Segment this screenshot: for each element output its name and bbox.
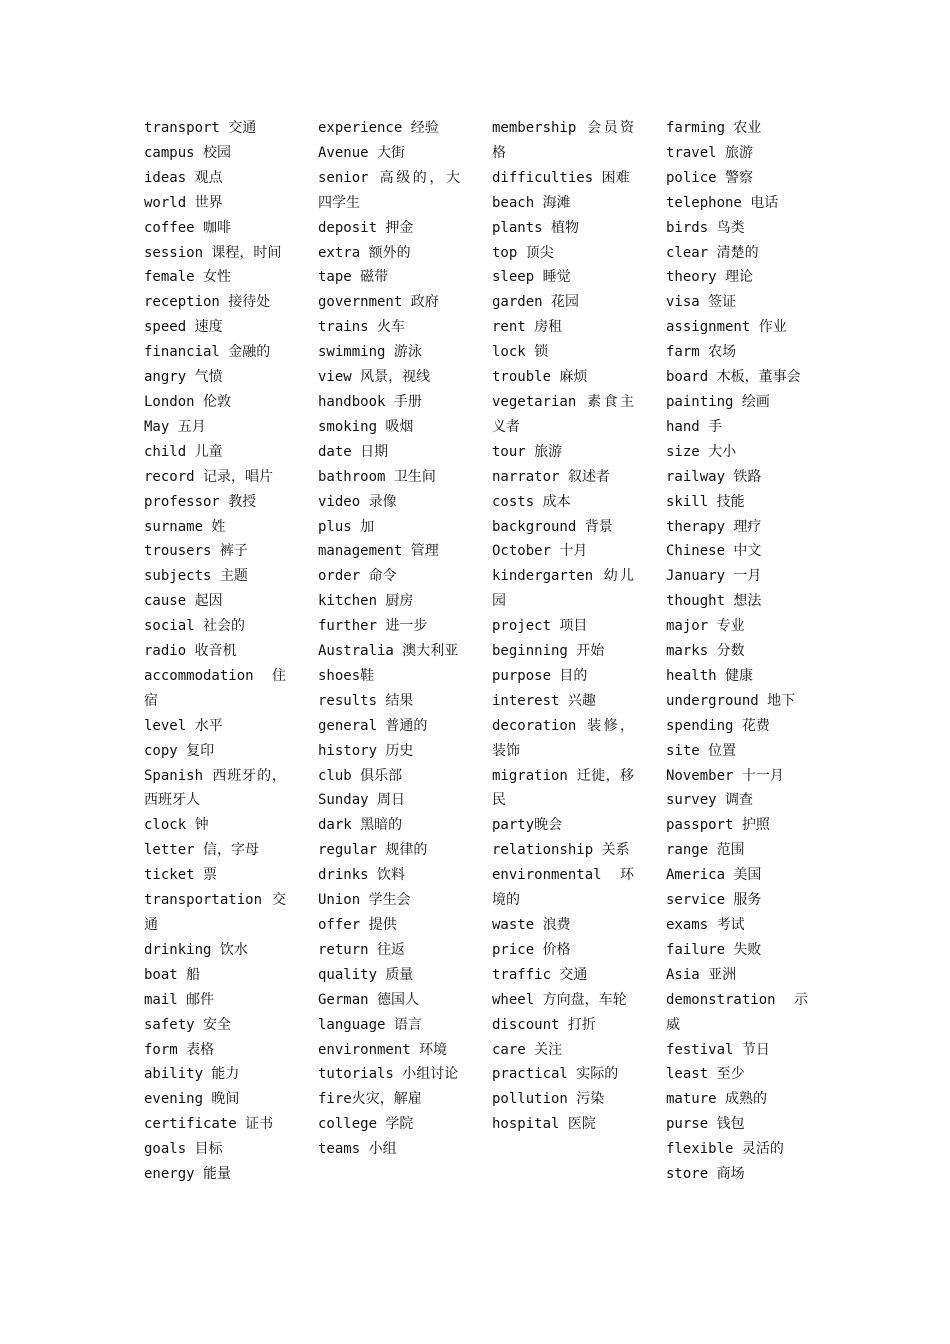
vocabulary-entry: interest 兴趣 xyxy=(492,692,596,709)
vocabulary-entry: certificate 证书 xyxy=(144,1116,274,1133)
vocabulary-entry: goals 目标 xyxy=(144,1141,223,1158)
vocabulary-entry: regular 规律的 xyxy=(318,842,428,859)
vocabulary-entry: smoking 吸烟 xyxy=(318,418,414,435)
vocabulary-entry: practical 实际的 xyxy=(492,1066,619,1083)
vocabulary-entry: lock 锁 xyxy=(492,344,549,361)
vocabulary-entry: safety 安全 xyxy=(144,1016,232,1033)
vocabulary-entry: birds 鸟类 xyxy=(666,219,745,236)
vocabulary-entry: demonstration 示威 xyxy=(666,991,808,1033)
vocabulary-entry: telephone 电话 xyxy=(666,194,779,211)
vocabulary-entry: discount 打折 xyxy=(492,1016,596,1033)
vocabulary-entry: wheel 方向盘，车轮 xyxy=(492,991,627,1008)
vocabulary-entry: project 项目 xyxy=(492,618,588,635)
vocabulary-entry: energy 能量 xyxy=(144,1166,232,1183)
vocabulary-entry: management 管理 xyxy=(318,543,439,560)
vocabulary-entry: waste 浪费 xyxy=(492,917,571,933)
vocabulary-entry: decoration 装修，装饰 xyxy=(492,717,634,759)
vocabulary-entry: tour 旅游 xyxy=(492,443,563,460)
vocabulary-entry: reception 接待处 xyxy=(144,294,271,311)
vocabulary-entry: Sunday 周日 xyxy=(318,792,406,809)
vocabulary-entry: senior 高级的，大四学生 xyxy=(318,169,460,211)
vocabulary-entry: social 社会的 xyxy=(144,618,246,635)
vocabulary-entry: beach 海滩 xyxy=(492,194,571,211)
vocabulary-entry: pollution 污染 xyxy=(492,1091,605,1108)
vocabulary-entry: session 课程，时间 xyxy=(144,244,282,261)
vocabulary-entry: health 健康 xyxy=(666,667,754,684)
vocabulary-entry: board 木板，董事会 xyxy=(666,369,801,386)
vocabulary-entry: cause 起因 xyxy=(144,593,223,610)
vocabulary-entry: failure 失败 xyxy=(666,941,762,958)
vocabulary-entry: marks 分数 xyxy=(666,643,745,660)
vocabulary-entry: service 服务 xyxy=(666,892,762,909)
vocabulary-entry: May 五月 xyxy=(144,418,206,435)
vocabulary-column-1 xyxy=(144,116,286,1187)
vocabulary-entry: least 至少 xyxy=(666,1066,745,1083)
vocabulary-entry: costs 成本 xyxy=(492,493,571,510)
vocabulary-entry: January 一月 xyxy=(666,568,762,585)
vocabulary-entry: price 价格 xyxy=(492,941,571,958)
vocabulary-entry: drinking 饮水 xyxy=(144,941,248,958)
vocabulary-entry: store 商场 xyxy=(666,1166,745,1183)
vocabulary-entry: tape 磁带 xyxy=(318,269,389,286)
vocabulary-entry: major 专业 xyxy=(666,618,745,635)
vocabulary-entry: Australia 澳大利亚 xyxy=(318,643,459,660)
vocabulary-entry: assignment 作业 xyxy=(666,319,787,336)
vocabulary-entry: exams 考试 xyxy=(666,917,745,933)
vocabulary-entry: mail 邮件 xyxy=(144,991,215,1008)
vocabulary-entry: quality 质量 xyxy=(318,966,414,983)
vocabulary-entry: world 世界 xyxy=(144,194,223,211)
vocabulary-entry: trains 火车 xyxy=(318,319,406,336)
vocabulary-entry: clock 钟 xyxy=(144,817,209,834)
vocabulary-entry: professor 教授 xyxy=(144,493,257,510)
vocabulary-entry: theory 理论 xyxy=(666,269,754,286)
vocabulary-entry: teams 小组 xyxy=(318,1141,397,1158)
vocabulary-entry: clear 清楚的 xyxy=(666,244,759,261)
vocabulary-entry: flexible 灵活的 xyxy=(666,1141,784,1158)
vocabulary-entry: history 历史 xyxy=(318,742,414,759)
vocabulary-entry: narrator 叙述者 xyxy=(492,468,610,485)
vocabulary-entry: subjects 主题 xyxy=(144,568,248,585)
vocabulary-entry: spending 花费 xyxy=(666,717,770,734)
vocabulary-entry: festival 节日 xyxy=(666,1041,770,1058)
vocabulary-entry: October 十月 xyxy=(492,543,588,560)
vocabulary-entry: financial 金融的 xyxy=(144,344,271,361)
vocabulary-entry: site 位置 xyxy=(666,742,737,759)
vocabulary-entry: rent 房租 xyxy=(492,319,563,336)
vocabulary-entry: thought 想法 xyxy=(666,593,762,610)
vocabulary-entry: transportation 交通 xyxy=(144,892,286,933)
vocabulary-entry: hospital 医院 xyxy=(492,1116,596,1133)
vocabulary-entry: farm 农场 xyxy=(666,344,737,361)
vocabulary-entry: language 语言 xyxy=(318,1016,422,1033)
vocabulary-entry: record 记录，唱片 xyxy=(144,468,274,485)
vocabulary-entry: London 伦敦 xyxy=(144,393,232,410)
vocabulary-entry: deposit 押金 xyxy=(318,219,414,236)
vocabulary-entry: shoes鞋 xyxy=(318,667,375,684)
vocabulary-entry: America 美国 xyxy=(666,867,762,884)
vocabulary-entry: kitchen 厨房 xyxy=(318,593,414,610)
vocabulary-entry: party晚会 xyxy=(492,817,563,834)
vocabulary-entry: ability 能力 xyxy=(144,1066,240,1083)
vocabulary-column-4 xyxy=(666,116,808,1187)
vocabulary-entry: campus 校园 xyxy=(144,144,232,161)
vocabulary-entry: size 大小 xyxy=(666,443,737,460)
vocabulary-entry: drinks 饮料 xyxy=(318,867,406,884)
vocabulary-entry: vegetarian 素食主义者 xyxy=(492,393,634,435)
vocabulary-entry: passport 护照 xyxy=(666,817,770,834)
vocabulary-entry: level 水平 xyxy=(144,717,223,734)
vocabulary-entry: tutorials 小组讨论 xyxy=(318,1066,459,1083)
vocabulary-entry: accommodation 住宿 xyxy=(144,667,286,709)
vocabulary-entry: migration 迁徙，移民 xyxy=(492,767,634,809)
vocabulary-entry: survey 调查 xyxy=(666,792,754,809)
vocabulary-entry: Chinese 中文 xyxy=(666,543,762,560)
vocabulary-entry: garden 花园 xyxy=(492,294,580,311)
vocabulary-entry: video 录像 xyxy=(318,493,397,510)
vocabulary-entry: experience 经验 xyxy=(318,120,439,136)
vocabulary-entry: Spanish 西班牙的，西班牙人 xyxy=(144,767,286,809)
vocabulary-entry: membership 会员资格 xyxy=(492,120,634,161)
vocabulary-entry: farming 农业 xyxy=(666,120,762,136)
vocabulary-entry: beginning 开始 xyxy=(492,643,605,660)
vocabulary-entry: child 儿童 xyxy=(144,443,223,460)
vocabulary-entry: bathroom 卫生间 xyxy=(318,468,436,485)
vocabulary-entry: handbook 手册 xyxy=(318,393,422,410)
vocabulary-entry: German 德国人 xyxy=(318,991,420,1008)
vocabulary-entry: purse 钱包 xyxy=(666,1116,745,1133)
vocabulary-entry: further 进一步 xyxy=(318,618,428,635)
vocabulary-entry: underground 地下 xyxy=(666,692,796,709)
vocabulary-entry: difficulties 困难 xyxy=(492,169,630,186)
vocabulary-entry: club 俱乐部 xyxy=(318,767,403,784)
vocabulary-entry: skill 技能 xyxy=(666,493,745,510)
vocabulary-entry: trouble 麻烦 xyxy=(492,369,588,386)
vocabulary-entry: environmental 环境的 xyxy=(492,867,634,909)
vocabulary-entry: surname 姓 xyxy=(144,518,226,535)
vocabulary-entry: boat 船 xyxy=(144,966,201,983)
vocabulary-entry: railway 铁路 xyxy=(666,468,762,485)
vocabulary-entry: radio 收音机 xyxy=(144,643,237,660)
vocabulary-entry: care 关注 xyxy=(492,1041,563,1058)
vocabulary-entry: evening 晚间 xyxy=(144,1091,240,1108)
vocabulary-entry: sleep 睡觉 xyxy=(492,269,571,286)
vocabulary-entry: traffic 交通 xyxy=(492,966,588,983)
vocabulary-entry: college 学院 xyxy=(318,1116,414,1133)
vocabulary-entry: letter 信，字母 xyxy=(144,842,260,859)
vocabulary-entry: results 结果 xyxy=(318,692,414,709)
vocabulary-entry: female 女性 xyxy=(144,269,232,286)
vocabulary-entry: ideas 观点 xyxy=(144,169,223,186)
vocabulary-entry: Asia 亚洲 xyxy=(666,966,737,983)
vocabulary-entry: kindergarten 幼儿园 xyxy=(492,568,634,610)
vocabulary-entry: speed 速度 xyxy=(144,319,223,336)
vocabulary-entry: background 背景 xyxy=(492,518,613,535)
vocabulary-entry: fire火灾，解雇 xyxy=(318,1091,422,1108)
vocabulary-entry: visa 签证 xyxy=(666,294,737,311)
vocabulary-entry: police 警察 xyxy=(666,169,754,186)
vocabulary-entry: environment 环境 xyxy=(318,1041,448,1058)
vocabulary-entry: view 风景，视线 xyxy=(318,369,431,386)
vocabulary-entry: plus 加 xyxy=(318,518,375,535)
vocabulary-entry: coffee 咖啡 xyxy=(144,219,232,236)
vocabulary-entry: date 日期 xyxy=(318,443,389,460)
vocabulary-entry: general 普通的 xyxy=(318,717,428,734)
vocabulary-entry: Avenue 大街 xyxy=(318,144,406,161)
vocabulary-entry: trousers 裤子 xyxy=(144,543,248,560)
vocabulary-entry: travel 旅游 xyxy=(666,144,754,161)
vocabulary-entry: form 表格 xyxy=(144,1041,215,1058)
vocabulary-entry: government 政府 xyxy=(318,294,439,311)
vocabulary-entry: transport 交通 xyxy=(144,120,257,136)
vocabulary-entry: plants 植物 xyxy=(492,219,580,236)
vocabulary-column-3 xyxy=(492,116,634,1137)
vocabulary-entry: top 顶尖 xyxy=(492,244,554,261)
vocabulary-entry: copy 复印 xyxy=(144,742,215,759)
vocabulary-entry: return 往返 xyxy=(318,941,406,958)
vocabulary-entry: Union 学生会 xyxy=(318,892,411,909)
vocabulary-entry: ticket 票 xyxy=(144,867,218,884)
vocabulary-entry: mature 成熟的 xyxy=(666,1091,768,1108)
vocabulary-entry: relationship 关系 xyxy=(492,842,630,859)
vocabulary-entry: order 命令 xyxy=(318,568,397,585)
vocabulary-entry: angry 气愤 xyxy=(144,369,223,386)
vocabulary-entry: extra 额外的 xyxy=(318,244,411,261)
vocabulary-entry: purpose 目的 xyxy=(492,667,588,684)
vocabulary-entry: painting 绘画 xyxy=(666,393,770,410)
vocabulary-entry: therapy 理疗 xyxy=(666,518,762,535)
vocabulary-column-2 xyxy=(318,116,460,1162)
vocabulary-entry: range 范围 xyxy=(666,842,745,859)
vocabulary-entry: hand 手 xyxy=(666,418,723,435)
vocabulary-entry: November 十一月 xyxy=(666,767,784,784)
vocabulary-entry: dark 黑暗的 xyxy=(318,817,403,834)
vocabulary-entry: swimming 游泳 xyxy=(318,344,422,361)
vocabulary-entry: offer 提供 xyxy=(318,917,397,933)
